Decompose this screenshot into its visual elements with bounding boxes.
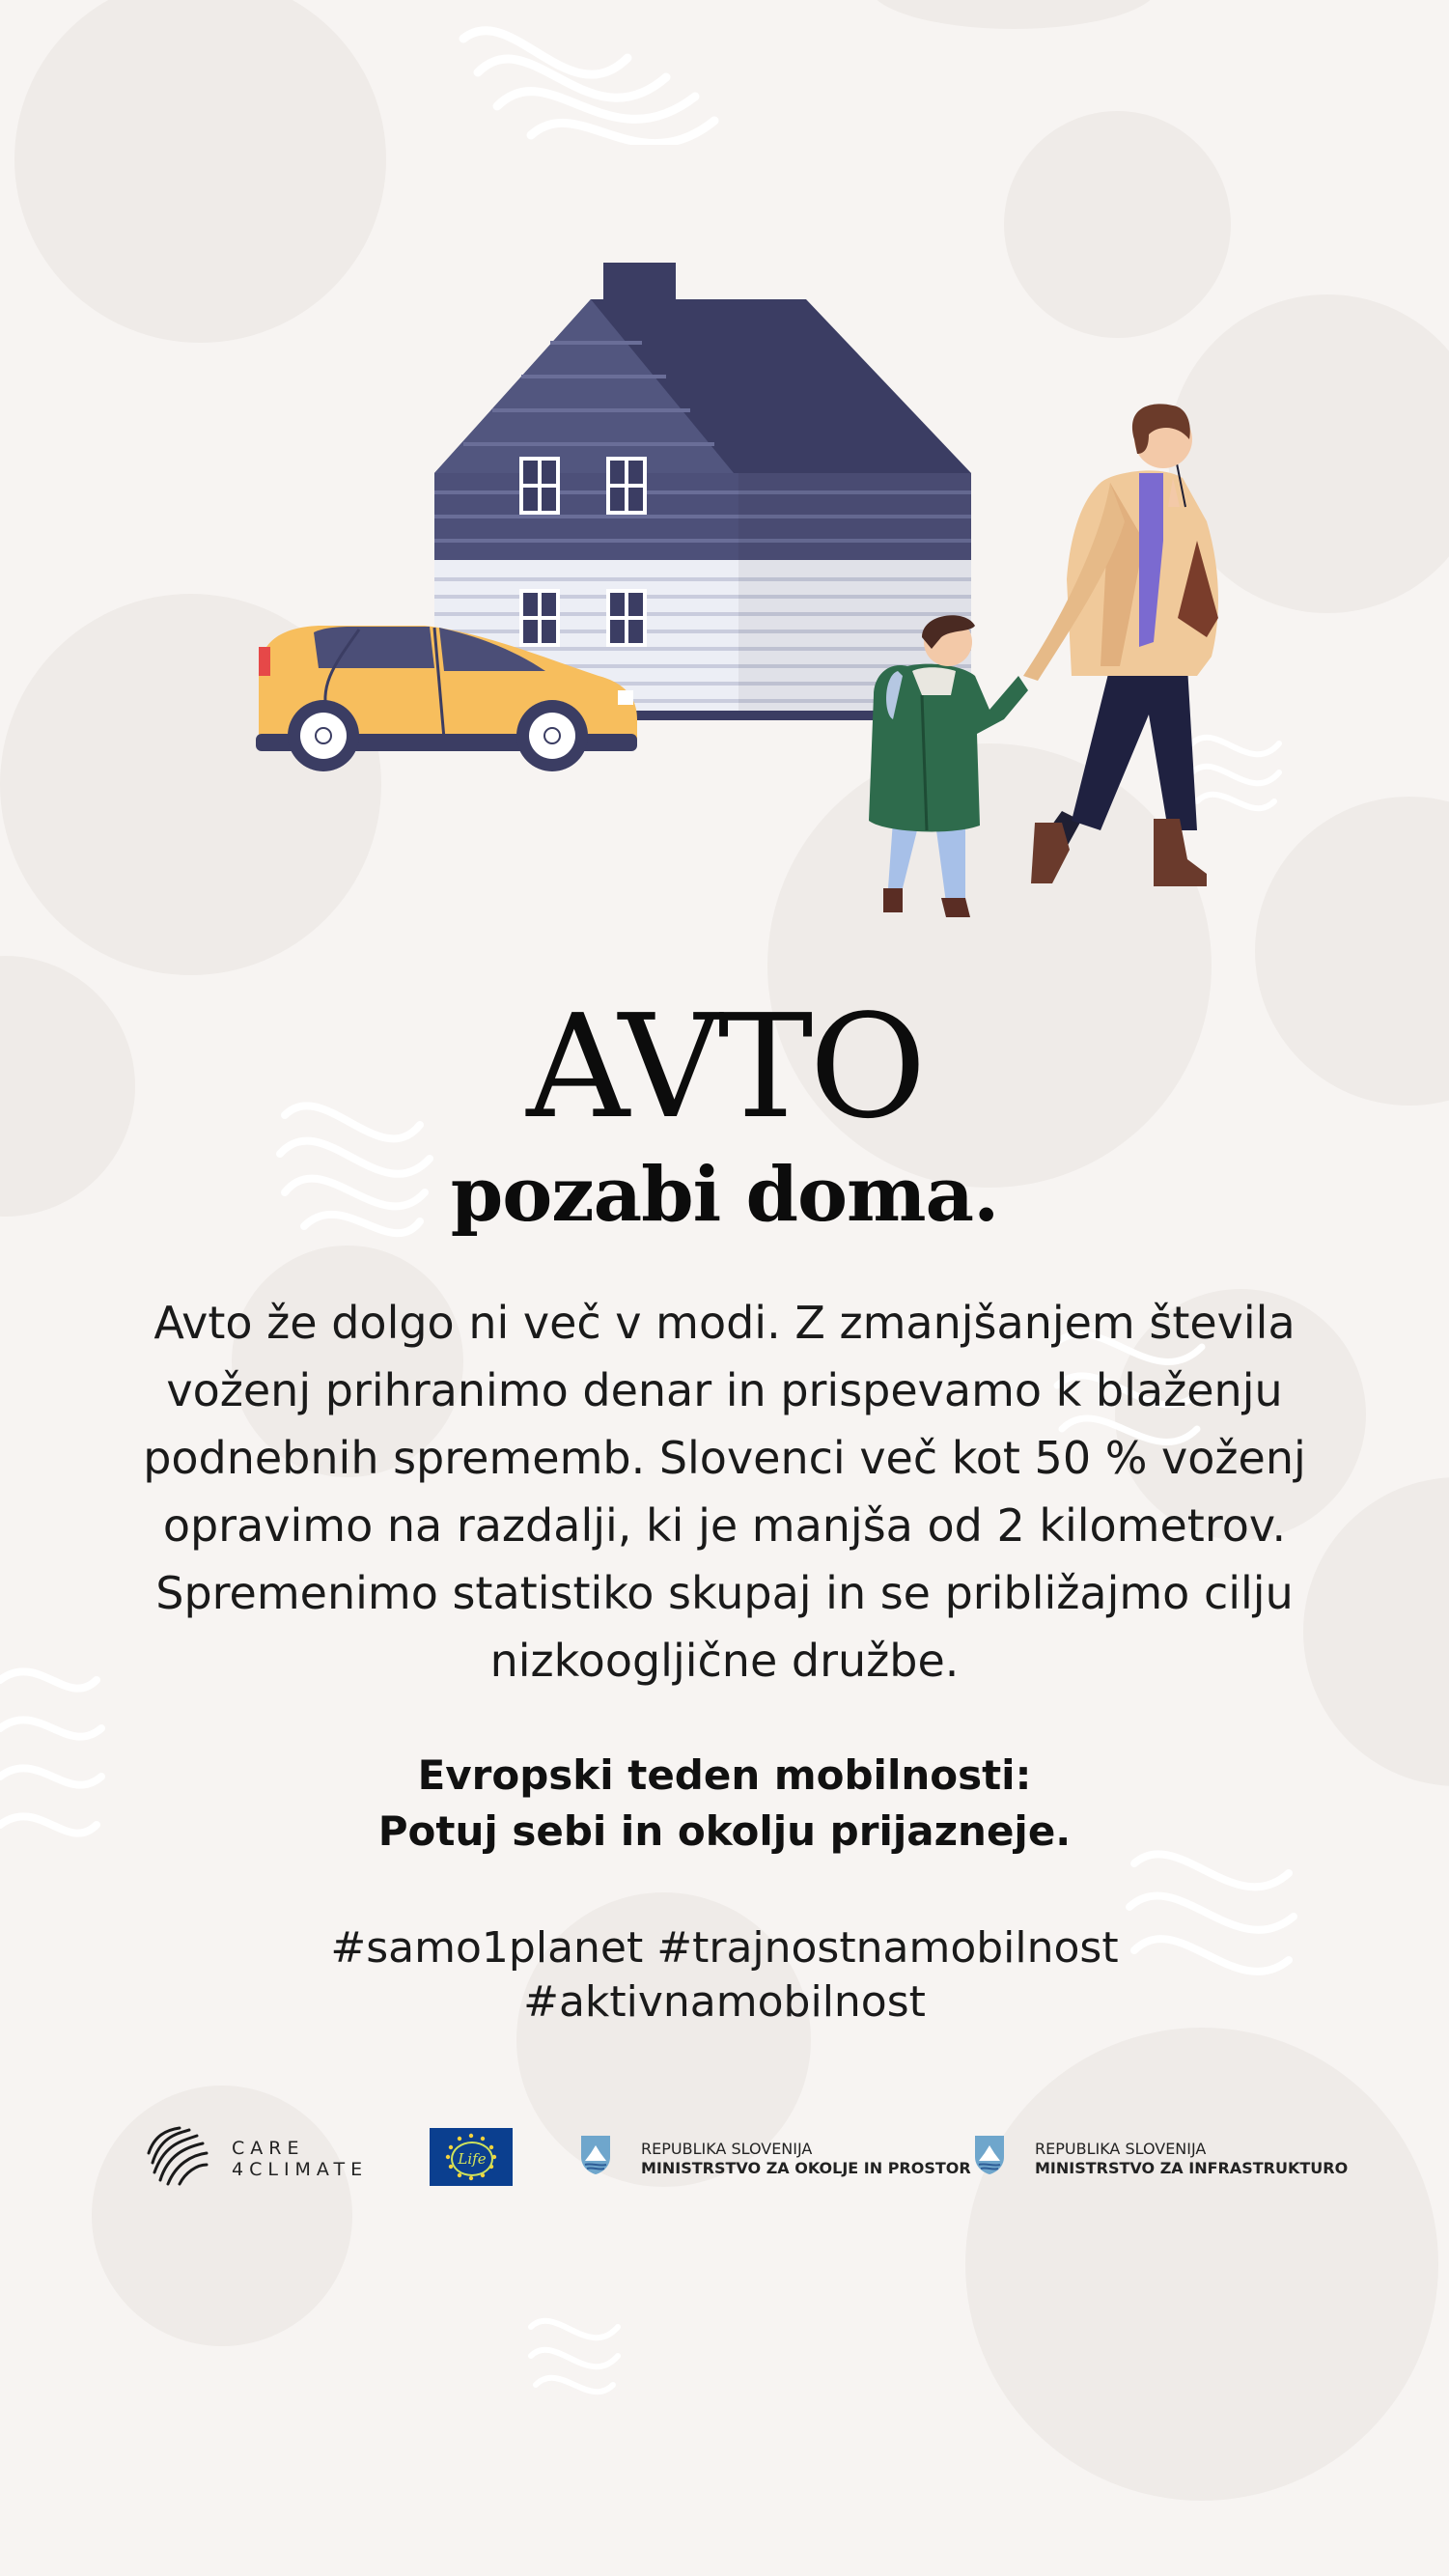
ministry1-line2: MINISTRSTVO ZA OKOLJE IN PROSTOR bbox=[641, 2159, 971, 2177]
care4climate-text: CARE 4CLIMATE bbox=[232, 2138, 369, 2180]
slovenia-crest-icon bbox=[973, 2134, 1006, 2176]
campaign-line-2: Potuj sebi in okolju prijazneje. bbox=[377, 1807, 1072, 1855]
woman-illustration bbox=[1023, 404, 1218, 886]
ministry1-line1: REPUBLIKA SLOVENIJA bbox=[641, 2140, 813, 2158]
body-paragraph: Avto že dolgo ni več v modi. Z zmanjšanjem števila voženj prihranimo denar in prispevamo k blaženju podnebnih sprememb. Slovenci več kot 50 % voženj opravimo na razdalji, ki je manjša od 2 kilometrov. Spremenimo statistiko skupaj in se približajmo cilju nizkoogljične družbe. bbox=[143, 1297, 1306, 1687]
illustration-scene bbox=[0, 0, 1449, 966]
ministry2-line2: MINISTRSTVO ZA INFRASTRUKTURO bbox=[1035, 2159, 1349, 2177]
page-subtitle: pozabi doma. bbox=[450, 1151, 999, 1239]
hashtags-line-2: #aktivnamobilnost bbox=[523, 1977, 926, 2027]
fingerprint-icon bbox=[147, 2124, 210, 2187]
partner-logos bbox=[0, 2124, 1449, 2192]
bg-circle bbox=[965, 2028, 1438, 2501]
eu-life-logo bbox=[430, 2128, 513, 2186]
ministry-environment-logo bbox=[579, 2134, 971, 2182]
life-text: Life bbox=[451, 2142, 493, 2176]
page-title: AVTO bbox=[526, 984, 923, 1150]
hashtags-line-1: #samo1planet #trajnostnamobilnost bbox=[330, 1923, 1119, 1973]
care4climate-logo bbox=[147, 2124, 369, 2187]
campaign-line-1: Evropski teden mobilnosti: bbox=[417, 1751, 1032, 1799]
wave-pattern bbox=[521, 2298, 627, 2404]
ministry2-line1: REPUBLIKA SLOVENIJA bbox=[1035, 2140, 1207, 2158]
slovenia-crest-icon bbox=[579, 2134, 612, 2176]
ministry-infrastructure-logo bbox=[973, 2134, 1349, 2182]
campaign-block bbox=[0, 1748, 1449, 1860]
hashtags-block bbox=[0, 1921, 1449, 2030]
